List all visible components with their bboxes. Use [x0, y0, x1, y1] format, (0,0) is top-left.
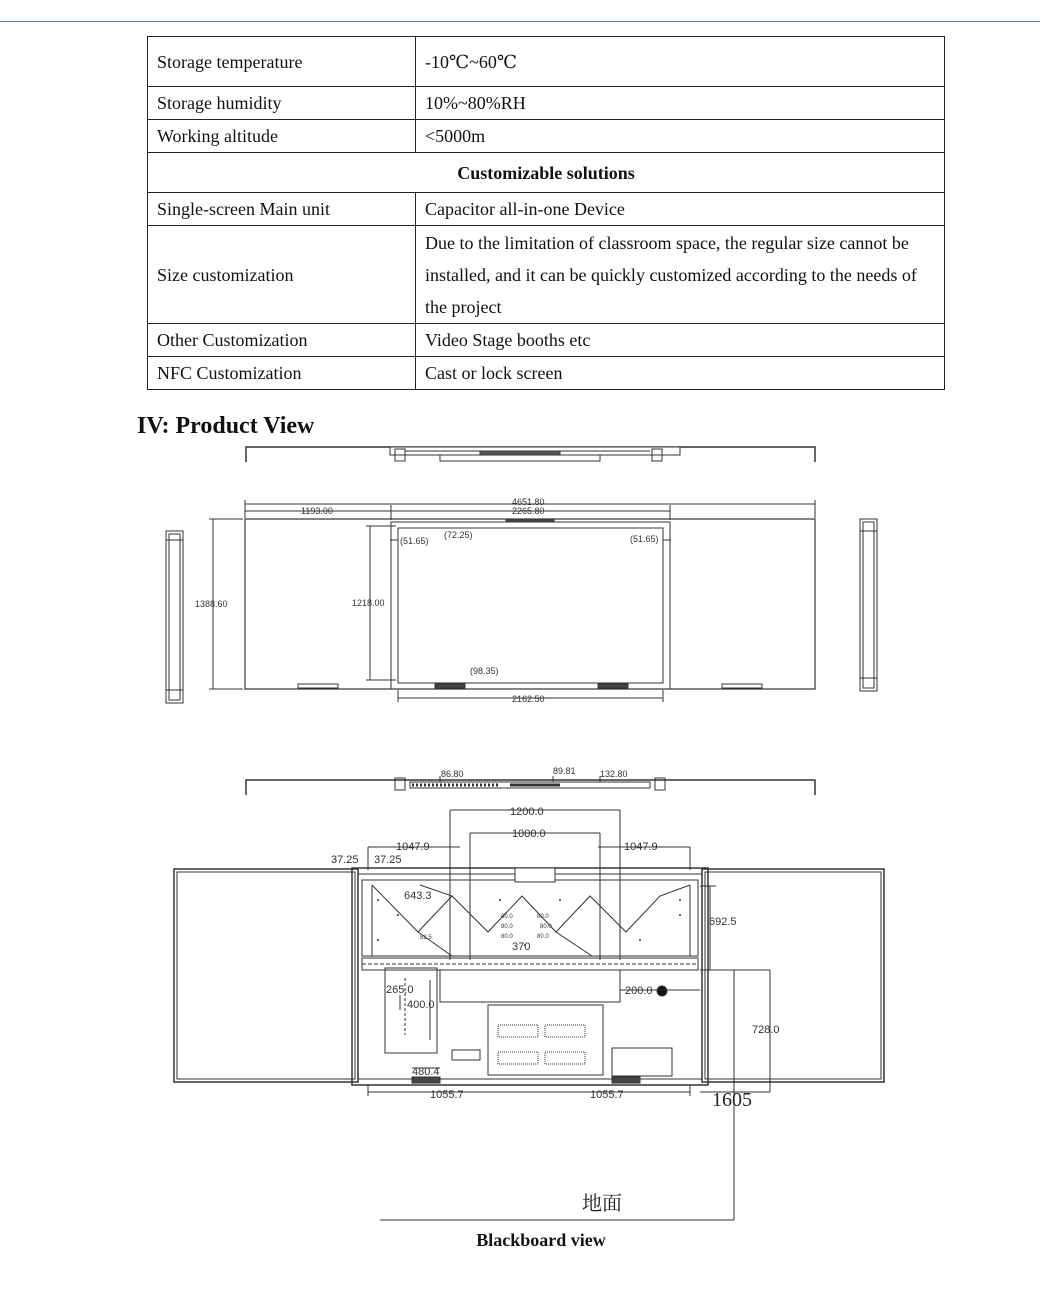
dim-edge-left: 37.25: [331, 854, 359, 866]
dim-bottom-right: 1055.7: [590, 1089, 624, 1101]
dim-1000: 1000.0: [512, 828, 546, 840]
dim-265: 265.0: [386, 984, 414, 996]
dim-top-b: 89.81: [553, 766, 576, 776]
dim-screen-width: 2265.80: [512, 506, 545, 516]
dim-400: 400.0: [407, 999, 435, 1011]
ground-label: 地面: [582, 1193, 622, 1215]
row-label: Storage temperature: [148, 37, 416, 87]
dim-480: 480.4: [412, 1066, 440, 1078]
rear-view: [174, 810, 884, 1220]
dim-ground-height: 1605: [712, 1089, 752, 1111]
dim-screen-height: 1218.00: [352, 598, 385, 608]
dim-active-width: 2162.50: [512, 694, 545, 704]
dim-200: 200.0: [625, 985, 653, 997]
row-label: Working altitude: [148, 120, 416, 153]
dim-grid: 80.0: [537, 914, 549, 920]
dim-692: 692.5: [709, 916, 737, 928]
row-value: -10℃~60℃: [416, 37, 945, 87]
dim-bottom-left: 1055.7: [430, 1089, 464, 1101]
row-value: 10%~80%RH: [416, 87, 945, 120]
section-heading: IV: Product View: [137, 413, 315, 439]
dim-643: 643.3: [404, 890, 432, 902]
row-value: Cast or lock screen: [416, 357, 945, 390]
row-label: Size customization: [148, 226, 416, 324]
dim-grid: 80.0: [501, 924, 513, 930]
row-label: Single-screen Main unit: [148, 193, 416, 226]
dim-right-bezel: (51.65): [630, 534, 659, 544]
dim-grid: 80.0: [501, 934, 513, 940]
row-value: Video Stage booths etc: [416, 324, 945, 357]
dim-370: 370: [512, 941, 531, 953]
row-label: NFC Customization: [148, 357, 416, 390]
dim-1200: 1200.0: [510, 806, 544, 818]
row-value: Due to the limitation of classroom space, the regular size cannot be installed, and it can be quickly customized according to the needs of the project: [416, 226, 945, 324]
dim-left-panel: 1193.00: [301, 506, 333, 516]
dim-82: 82.5: [420, 935, 432, 941]
figure-caption: Blackboard view: [476, 1230, 606, 1250]
dim-top-bezel: (72.25): [444, 530, 473, 540]
dim-left-1047: 1047.9: [396, 841, 430, 853]
dim-top-a: 86.80: [441, 769, 464, 779]
dim-top-c: 132.80: [600, 769, 628, 779]
top-view-profile-2: [246, 776, 815, 795]
dim-grid: 80.0: [540, 924, 552, 930]
dim-728: 728.0: [752, 1024, 780, 1036]
front-view: [209, 500, 815, 702]
dim-overall-width: 4651.80: [512, 497, 545, 507]
row-label: Storage humidity: [148, 87, 416, 120]
dim-right-1047: 1047.9: [624, 841, 658, 853]
right-side-view: [860, 519, 877, 691]
left-side-view: [166, 531, 183, 703]
dim-grid: 80.0: [501, 914, 513, 920]
dim-overall-height: 1388.60: [195, 599, 228, 609]
row-label: Other Customization: [148, 324, 416, 357]
row-value: Capacitor all-in-one Device: [416, 193, 945, 226]
dim-bottom-bezel: (98.35): [470, 666, 499, 676]
row-value: <5000m: [416, 120, 945, 153]
top-view-profile: [246, 447, 815, 462]
dim-grid: 80.0: [537, 934, 549, 940]
dim-left-bezel: (51.65): [400, 536, 429, 546]
dim-edge-right: 37.25: [374, 854, 402, 866]
section-title: Customizable solutions: [148, 153, 945, 193]
